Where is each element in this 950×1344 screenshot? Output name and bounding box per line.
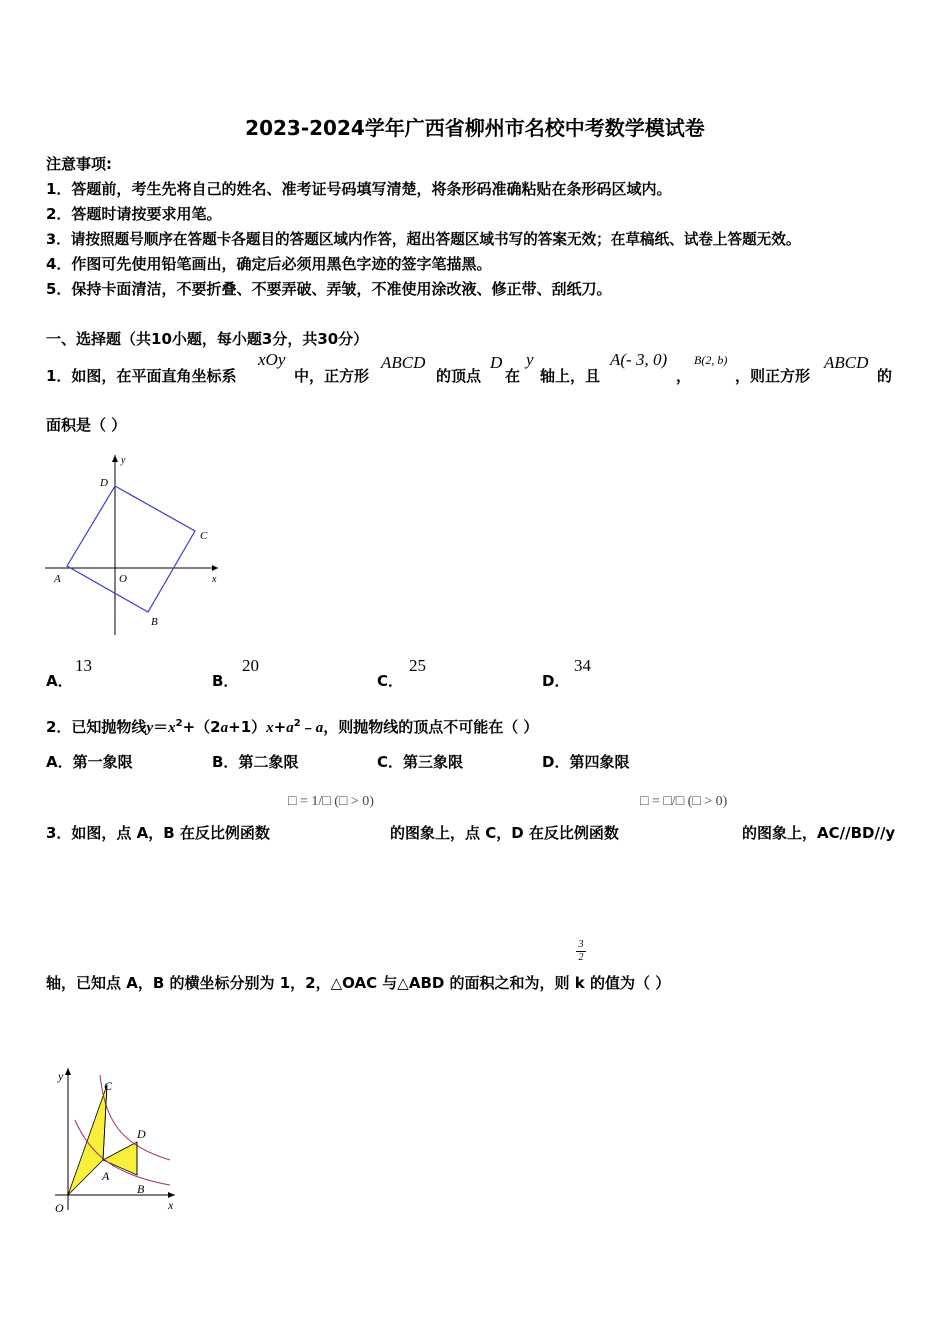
q2-question [46,716,538,737]
q2-var: a [220,720,229,736]
q1-text-7: ，则正方形 [735,367,811,385]
q1-option-b-letter[interactable]: B． [212,672,239,690]
q3-label-d: D [137,1127,146,1141]
q2-option-value: 第四象限 [569,753,630,771]
q2-var: x [266,720,274,736]
q2-text: ＝ [153,718,169,736]
q1-option-c-letter[interactable]: C． [377,672,404,690]
q3-fraction-top: 3 [578,939,584,950]
q2-text: +1） [228,718,267,736]
q2-option-d[interactable] [542,751,629,772]
q1-math-y: y [526,350,534,369]
q1-math-xOy: xOy [258,350,286,369]
q1-text-1: 1．如图，在平面直角坐标系 [46,367,237,385]
q1-math-B: B(2, b) [694,353,728,367]
q2-option-b[interactable] [212,751,298,772]
q2-option-letter: D． [542,753,570,771]
q3-text-1: 3．如图，点 A，B 在反比例函数 [46,824,270,842]
q1-option-b-value[interactable]: 20 [242,656,259,675]
q1-figure [40,450,230,640]
q1-text-3: 的顶点 [436,367,482,385]
q1-label-x: x [212,574,217,585]
q1-option-a-letter[interactable]: A． [46,672,73,690]
page-title: 2023-2024学年广西省柳州市名校中考数学模试卷 [245,116,705,140]
note-item: 5．保持卡面清洁，不要折叠、不要弄破、弄皱，不准使用涂改液、修正带、刮纸刀。 [46,280,612,298]
q1-text-8: 的 [877,367,893,385]
q3-y-arrow [65,1068,71,1075]
q2-option-value: 第一象限 [72,753,133,771]
q1-text-2: 中，正方形 [294,367,370,385]
notes-heading: 注意事项: [46,155,112,173]
q1-math-D: D [490,353,503,372]
q3-fraction [576,939,586,964]
q2-text: +（2 [182,718,221,736]
q1-label-o: O [119,573,127,585]
q2-exp: 2 [175,718,183,729]
q3-label-b: B [137,1182,145,1196]
note-item: 4．作图可先使用铅笔画出，确定后必须用黑色字迹的签字笔描黑。 [46,255,492,273]
q2-exp: 2 [293,718,301,729]
q3-label-x: x [168,1198,174,1212]
q3-text-2: 的图象上，点 C，D 在反比例函数 [390,824,619,842]
q1-x-arrow [212,565,218,571]
q2-var: x [168,720,176,736]
q3-label-y: y [58,1069,64,1083]
q1-text-line2: 面积是（ ） [46,416,127,434]
q1-option-d-letter[interactable]: D． [542,672,570,690]
section-heading: 一、选择题（共10小题，每小题3分，共30分） [46,330,369,348]
note-item: 1．答题前，考生先将自己的姓名、准考证号码填写清楚，将条形码准确粘贴在条形码区域内。 [46,180,672,198]
q3-label-o: O [55,1201,64,1215]
q2-var: y [146,720,154,736]
q1-label-y: y [121,455,126,466]
q2-option-letter: A． [46,753,73,771]
q3-formula-1: □ = 1/□ (□ > 0) [288,794,374,809]
q2-option-a[interactable] [46,751,133,772]
q2-text: ，则抛物线的顶点不可能在（ ） [323,718,539,736]
q2-var: a [315,720,324,736]
q1-option-a-value[interactable]: 13 [75,656,92,675]
q2-text: + [273,718,287,736]
q2-option-letter: C． [377,753,404,771]
q1-label-c: C [200,530,208,542]
q3-figure [45,1060,190,1220]
q1-text-4: 在 [505,367,521,385]
q2-text: 2．已知抛物线 [46,718,147,736]
q1-math-A: A(- 3, 0) [610,350,668,369]
q1-text-6: ， [676,367,692,385]
q2-var: a [286,720,294,736]
q1-label-b: B [151,616,158,628]
q3-text-line2: 轴，已知点 A，B 的横坐标分别为 1，2，△OAC 与△ABD 的面积之和为，则 k 的值为（ ） [46,974,671,992]
q2-text: ﹣ [300,718,316,736]
q3-label-a: A [102,1169,110,1183]
q2-option-letter: B． [212,753,239,771]
q1-label-d: D [100,477,108,489]
q2-option-c[interactable] [377,751,463,772]
q1-text-5: 轴上，且 [540,367,601,385]
note-item: 2．答题时请按要求用笔。 [46,205,222,223]
q3-formula-2: □ = □/□ (□ > 0) [640,794,728,809]
q3-text-3: 的图象上，AC//BD//y [742,824,896,842]
q1-option-c-value[interactable]: 25 [409,656,426,675]
q2-option-value: 第三象限 [403,753,464,771]
q2-option-value: 第二象限 [238,753,299,771]
q1-math-ABCD: ABCD [381,353,426,372]
q1-label-a: A [54,573,61,585]
note-item: 3．请按照题号顺序在答题卡各题目的答题区域内作答，超出答题区域书写的答案无效；在草稿纸、试卷上答题无效。 [46,231,801,248]
q1-square-abcd [67,486,195,612]
q3-label-c: C [104,1079,113,1093]
q1-y-arrow [112,455,118,462]
q1-option-d-value[interactable]: 34 [574,656,591,675]
q3-fraction-bottom: 2 [576,951,586,964]
q1-math-ABCD-2: ABCD [824,353,869,372]
